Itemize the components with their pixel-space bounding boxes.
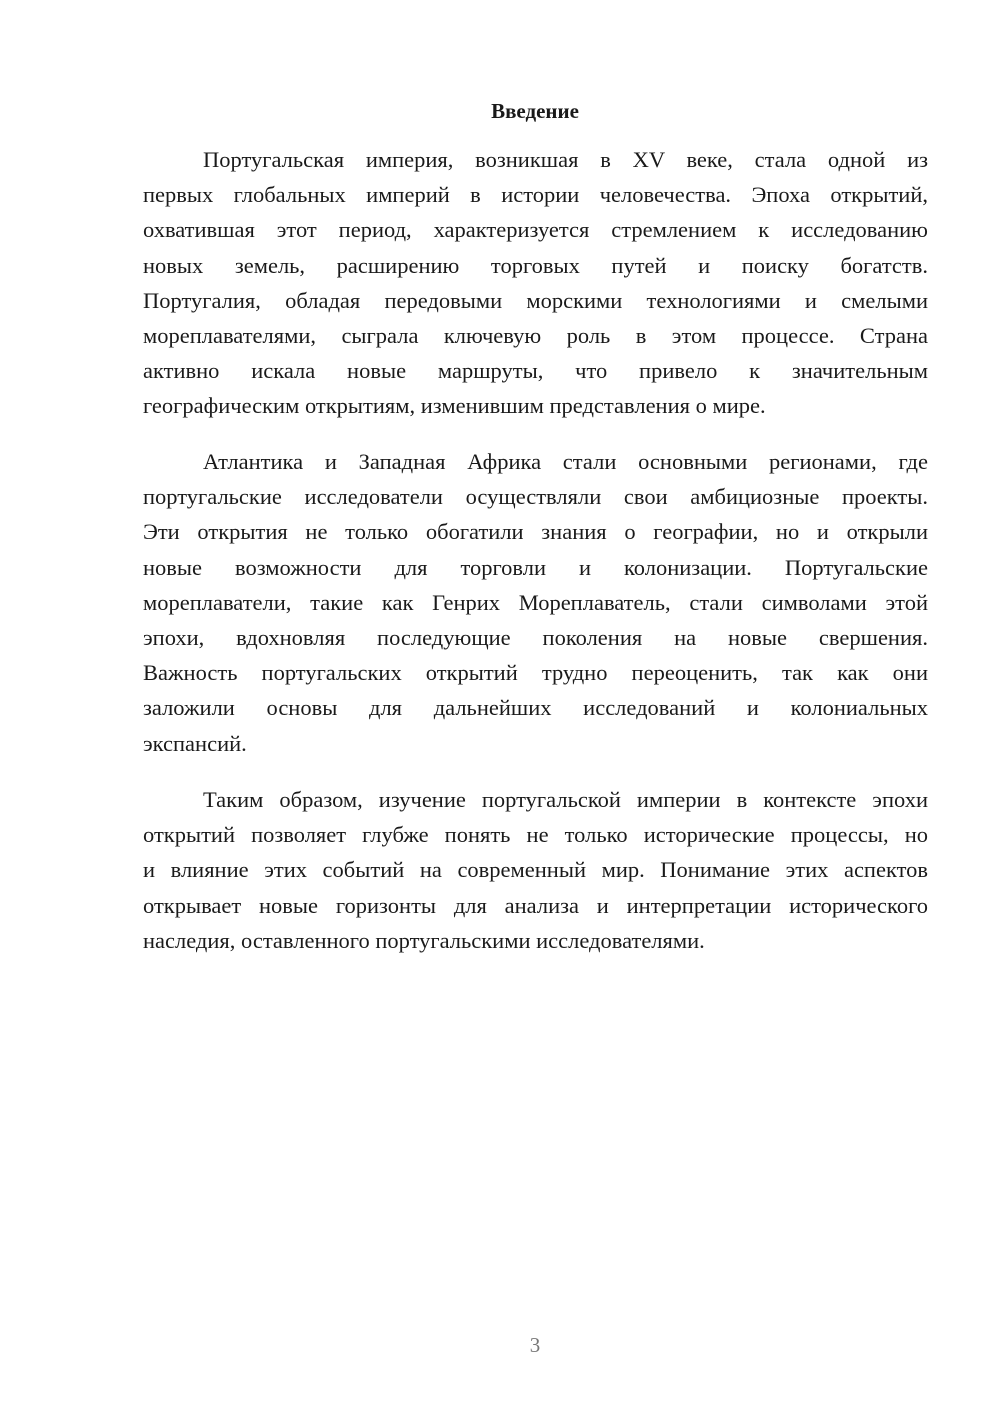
text-line: и влияние этих событий на современный мир. Понимание этих аспектов [143,857,928,883]
text-line: географическим открытиям, изменившим представления о мире. [143,393,766,419]
text-line: активно искала новые маршруты, что привело к значительным [143,358,928,384]
text-line: наследия, оставленного португальскими исследователями. [143,927,705,953]
paragraph-3 [143,782,928,958]
text-line: открытий позволяет глубже понять не только исторические процессы, но [143,822,928,848]
text-line: заложили основы для дальнейших исследований и колониальных [143,695,928,721]
text-line: новых земель, расширению торговых путей и поиску богатств. [143,252,928,278]
text-line: открывает новые горизонты для анализа и интерпретации исторического [143,892,928,918]
text-line: Таким образом, изучение португальской империи в контексте эпохи [203,787,928,812]
paragraph-2 [143,444,928,761]
text-line: экспансий. [143,730,247,756]
text-line: мореплавателями, сыграла ключевую роль в этом процессе. Страна [143,322,928,348]
text-line: португальские исследователи осуществляли свои амбициозные проекты. [143,484,928,510]
text-line: Атлантика и Западная Африка стали основными регионами, где [203,449,928,474]
text-line: Эти открытия не только обогатили знания о географии, но и открыли [143,519,928,545]
text-line: Португальская империя, возникшая в XV веке, стала одной из [203,147,928,172]
text-line: эпохи, вдохновляя последующие поколения на новые свершения. [143,624,928,650]
text-line: мореплаватели, такие как Генрих Мореплаватель, стали символами этой [143,589,928,615]
text-line: Важность португальских открытий трудно переоценить, так как они [143,660,928,686]
paragraph-1 [143,142,928,424]
text-line: первых глобальных империй в истории человечества. Эпоха открытий, [143,182,928,208]
section-title: Введение [491,99,579,123]
page-number: 3 [529,1333,541,1357]
text-line: охватившая этот период, характеризуется стремлением к исследованию [143,217,928,243]
text-line: новые возможности для торговли и колонизации. Португальские [143,554,928,580]
text-line: Португалия, обладая передовыми морскими технологиями и смелыми [143,287,928,313]
